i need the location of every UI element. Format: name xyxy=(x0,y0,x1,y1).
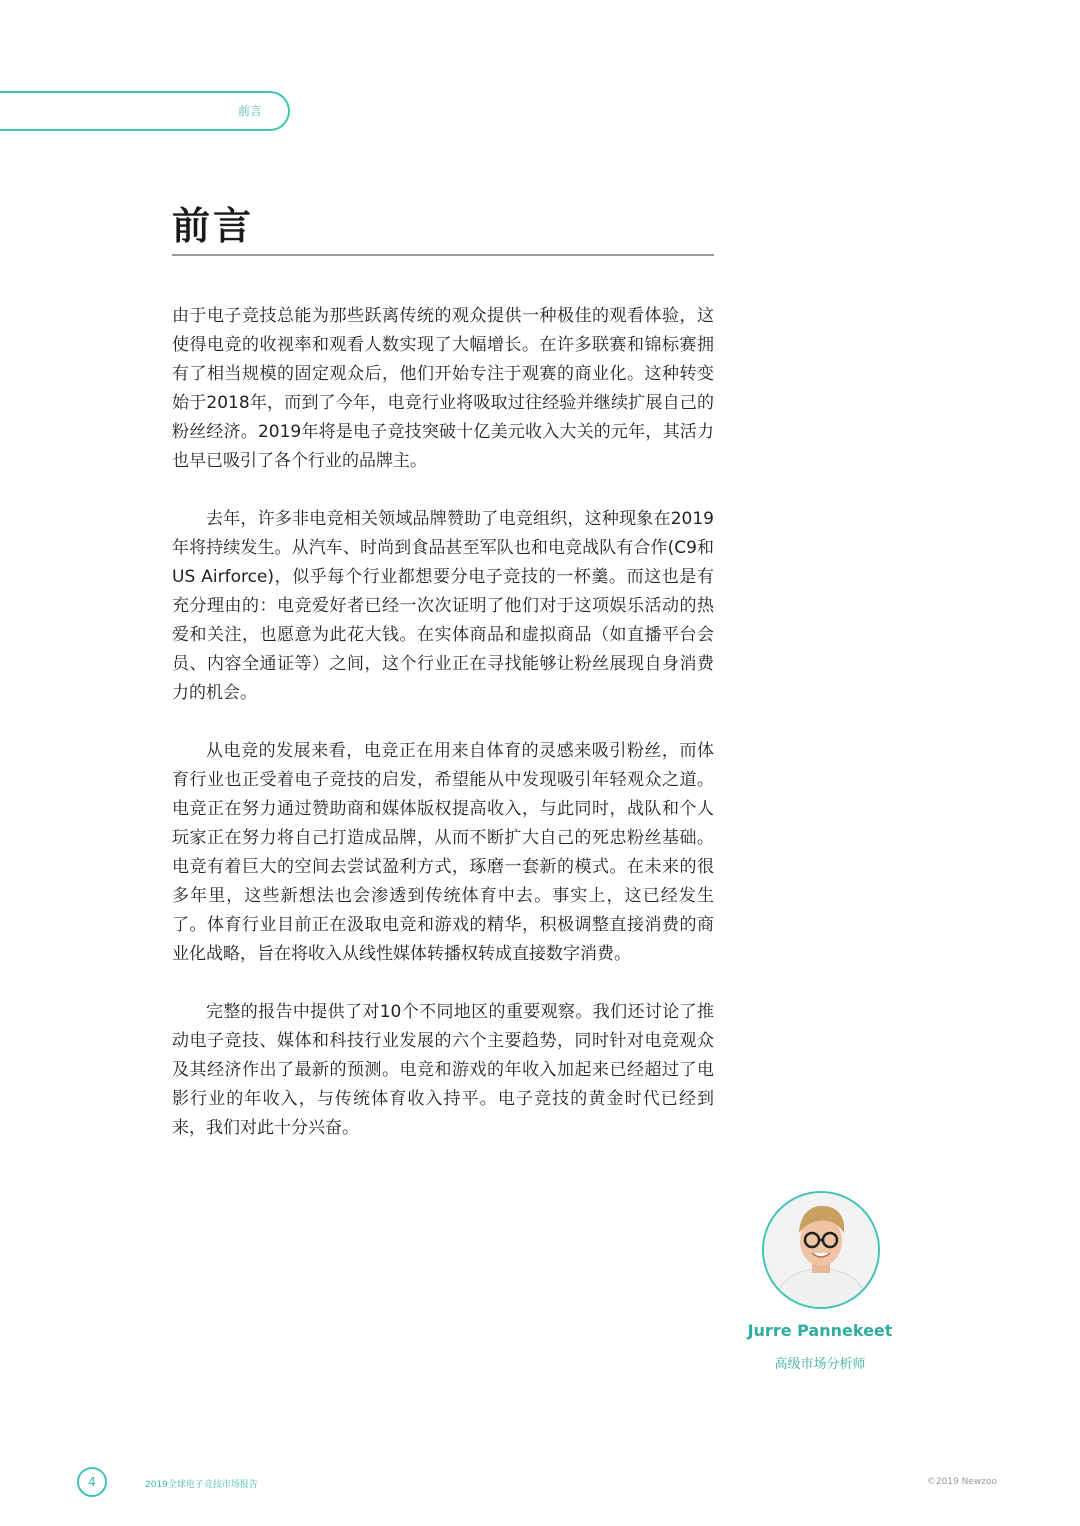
footer-report-title: 2019全球电子竞技市场报告 xyxy=(145,1480,258,1490)
footer-copyright: ©2019 Newzoo xyxy=(926,1477,997,1487)
author-role: 高级市场分析师 xyxy=(774,1357,866,1372)
paragraph-3: 从电竞的发展来看，电竞正在用来自体育的灵感来吸引粉丝，而体育行业也正受着电子竞技的启发，希望能从中发现吸引年轻观众之道。电竞正在努力通过赞助商和媒体版权提高收入，与此同时，战队和个人玩家正在努力将自己打造成品牌，从而不断扩大自己的死忠粉丝基础。电竞有着巨大的空间去尝试盈利方式，琢磨一套新的模式。在未来的很多年里，这些新想法也会渗透到传统体育中去。事实上，这已经发生了。体育行业目前正在汲取电竞和游戏的精华，积极调整直接消费的商业化战略，旨在将收入从线性媒体转播权转成直接数字消费。 xyxy=(172,741,714,964)
title-divider xyxy=(172,254,714,256)
page-title: 前言 xyxy=(172,204,255,248)
paragraph-4: 完整的报告中提供了对10个不同地区的重要观察。我们还讨论了推动电子竞技、媒体和科技行业发展的六个主要趋势，同时针对电竞观众及其经济作出了最新的预测。电竞和游戏的年收入加起来已经超过了电影行业的年收入，与传统体育收入持平。电子竞技的黄金时代已经到来，我们对此十分兴奋。 xyxy=(172,1002,714,1138)
page-number: 4 xyxy=(77,1467,107,1497)
body-text xyxy=(172,302,714,1172)
author-portrait-icon xyxy=(764,1193,878,1307)
author-avatar xyxy=(762,1191,880,1309)
paragraph-2: 去年，许多非电竞相关领域品牌赞助了电竞组织，这种现象在2019年将持续发生。从汽车、时尚到食品甚至军队也和电竞战队有合作(C9和US Airforce)，似乎每个行业都想要分电子竞技的一杯羹。而这也是有充分理由的：电竞爱好者已经一次次证明了他们对于这项娱乐活动的热爱和关注，也愿意为此花大钱。在实体商品和虚拟商品（如直播平台会员、内容全通证等）之间，这个行业正在寻找能够让粉丝展现自身消费力的机会。 xyxy=(172,509,714,703)
paragraph-1: 由于电子竞技总能为那些跃离传统的观众提供一种极佳的观看体验，这使得电竞的收视率和观看人数实现了大幅增长。在许多联赛和锦标赛拥有了相当规模的固定观众后，他们开始专注于观赛的商业化。这种转变始于2018年，而到了今年，电竞行业将吸取过往经验并继续扩展自己的粉丝经济。2019年将是电子竞技突破十亿美元收入大关的元年，其活力也早已吸引了各个行业的品牌主。 xyxy=(172,306,714,471)
author-name: Jurre Pannekeet xyxy=(747,1321,893,1340)
section-tab-label: 前言 xyxy=(237,104,262,118)
section-tab xyxy=(0,91,290,131)
